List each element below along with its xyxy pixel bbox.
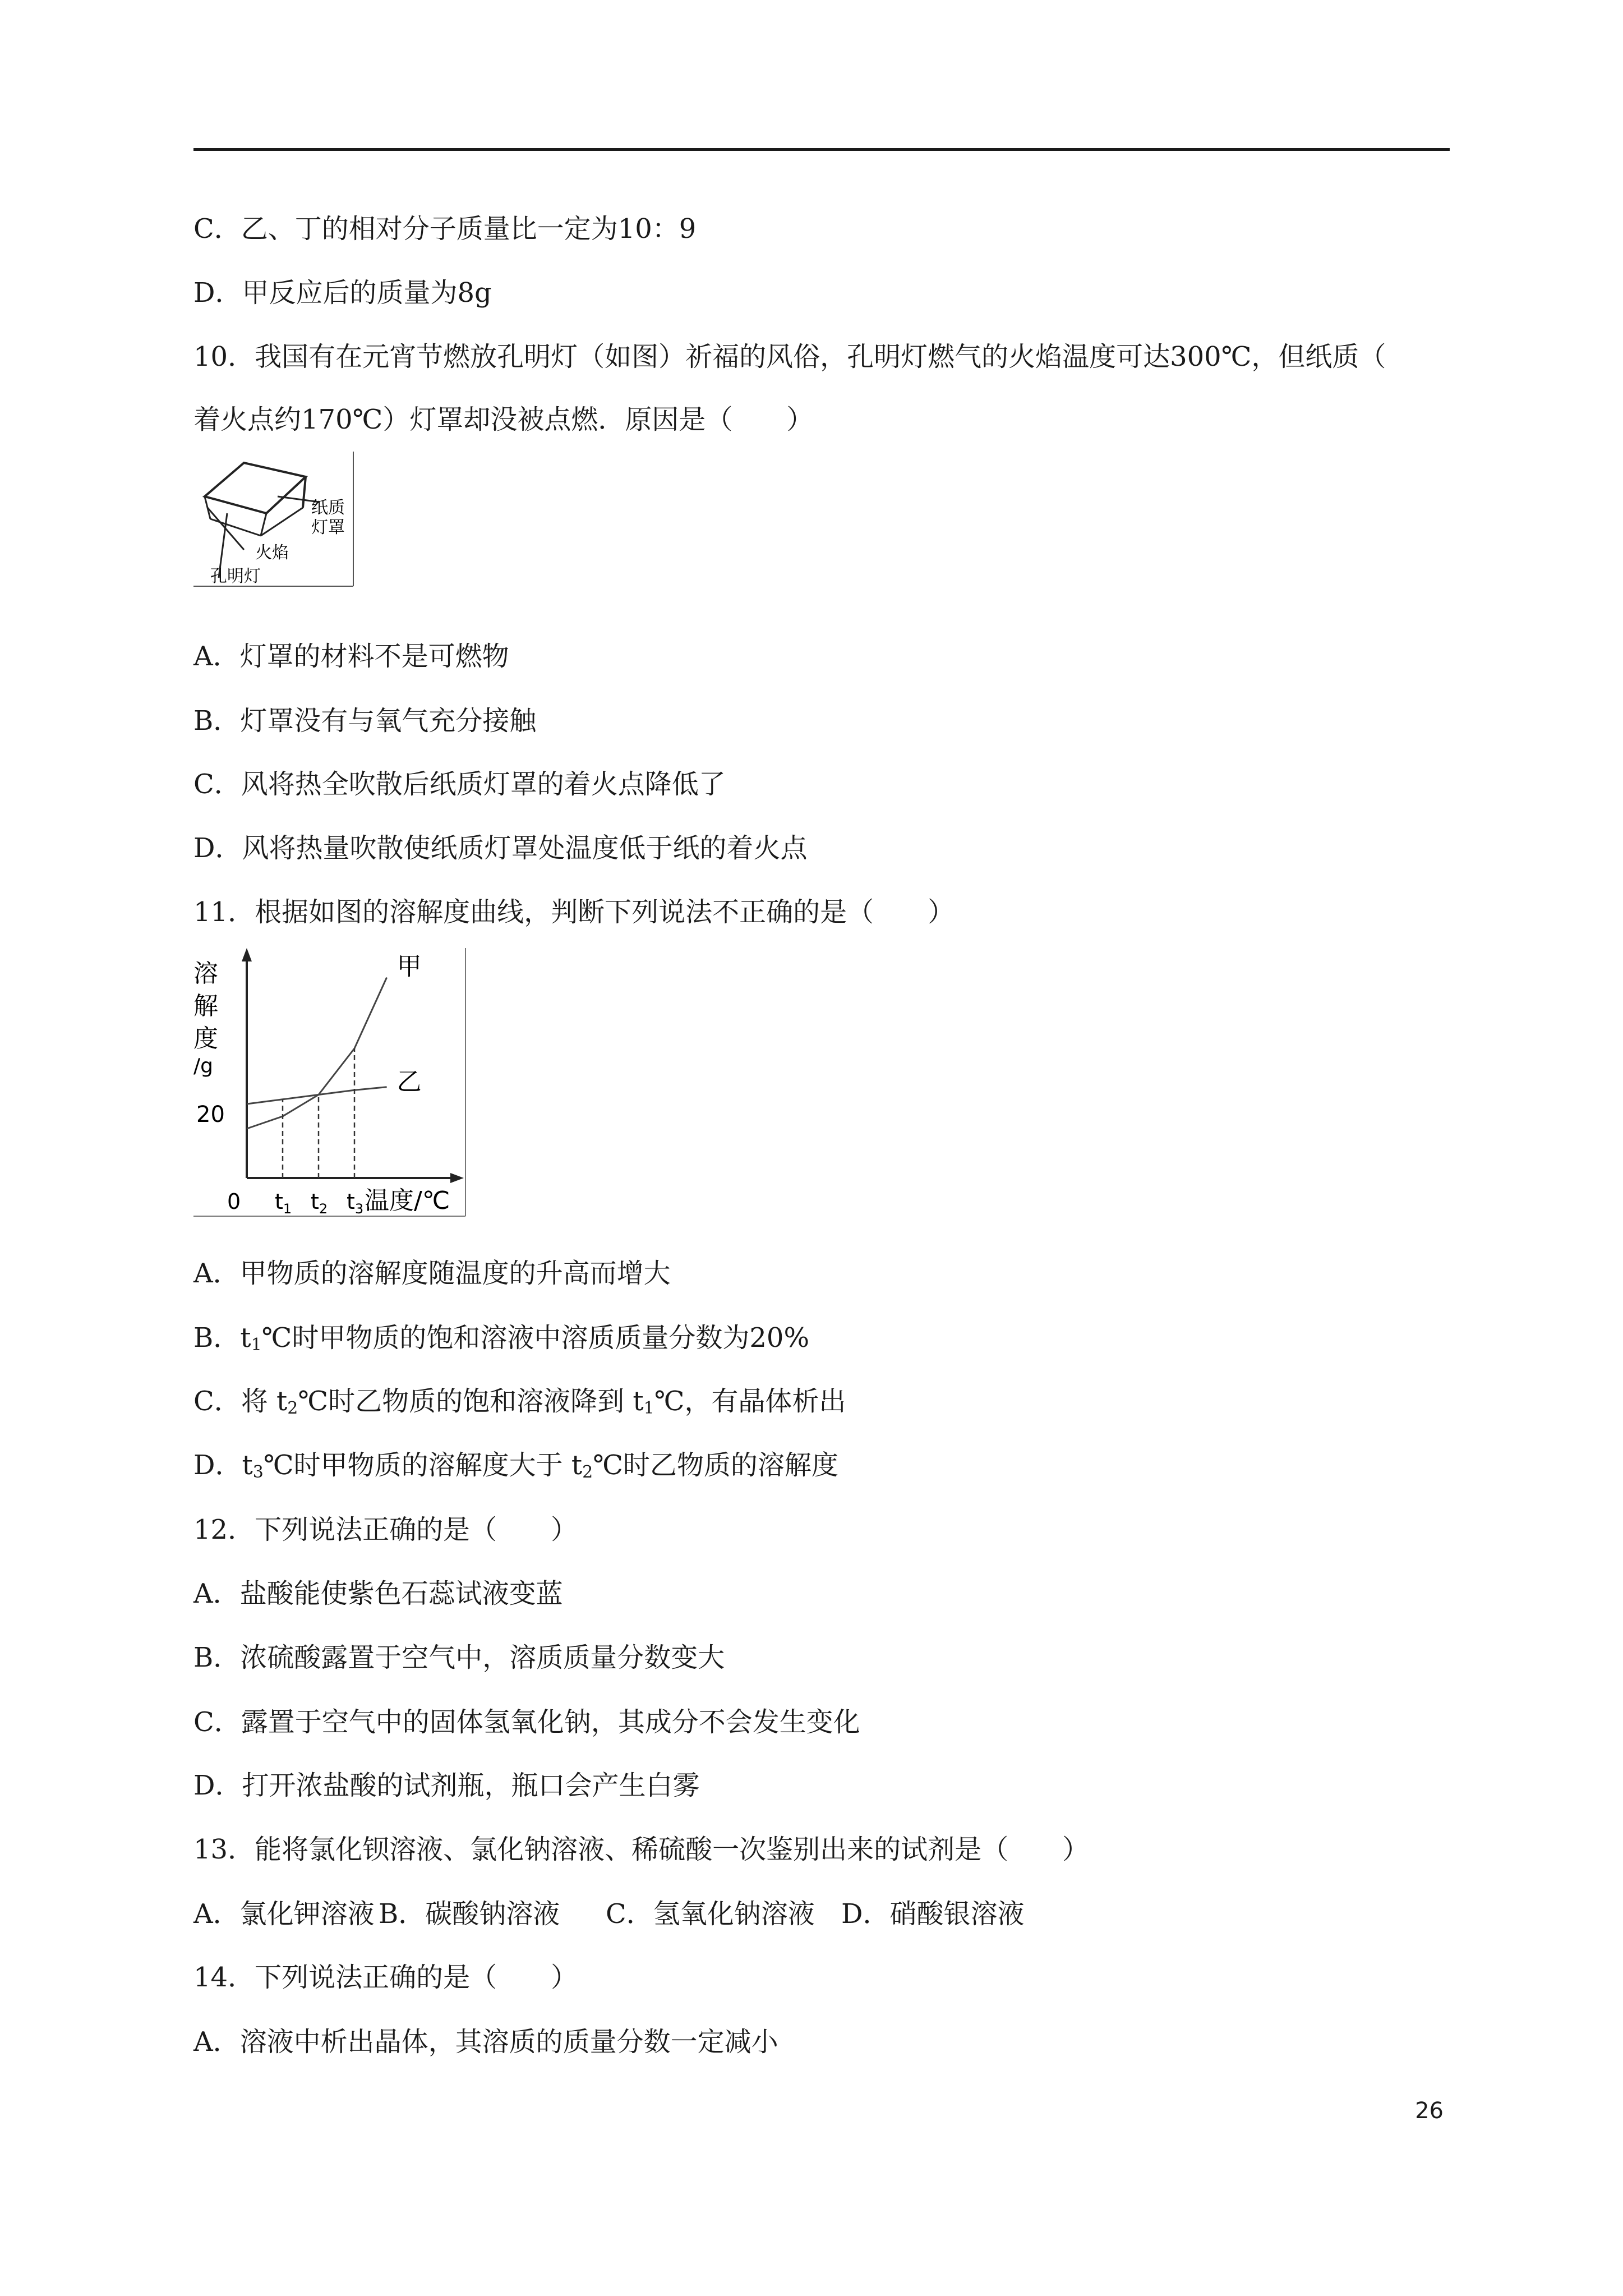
q11c-sub2: 1 bbox=[643, 1398, 654, 1418]
lantern-label-paper-1: 纸质 bbox=[311, 498, 345, 518]
q11d-mid: ℃时甲物质的溶解度大于 t bbox=[263, 1450, 583, 1481]
y-label-char-4: /g bbox=[193, 1055, 213, 1078]
q11-option-b bbox=[193, 1321, 809, 1362]
q11d-post: ℃时乙物质的溶解度 bbox=[593, 1450, 838, 1481]
q11b-pre: B．t bbox=[193, 1322, 251, 1354]
chart-marks bbox=[247, 953, 422, 1179]
lantern-label-lantern: 孔明灯 bbox=[210, 567, 261, 586]
series-line-2 bbox=[247, 1087, 387, 1104]
q13-option-c: C．氢氧化钠溶液 bbox=[606, 1898, 815, 1930]
q14-stem: 14．下列说法正确的是（ ） bbox=[193, 1962, 578, 1993]
q13-option-a: A．氯化钾溶液 bbox=[193, 1898, 375, 1930]
q9-option-d: D．甲反应后的质量为8g bbox=[193, 277, 492, 309]
q13-option-d: D．硝酸银溶液 bbox=[841, 1898, 1025, 1930]
y-axis-label bbox=[193, 959, 218, 1078]
q11c-post: ℃，有晶体析出 bbox=[654, 1386, 846, 1417]
axes bbox=[242, 948, 464, 1183]
q14-option-a: A．溶液中析出晶体，其溶质的质量分数一定减小 bbox=[193, 2026, 778, 2058]
header-rule bbox=[193, 148, 1450, 151]
lantern-figure bbox=[193, 452, 356, 589]
q13-option-b: B．碳酸钠溶液 bbox=[379, 1898, 560, 1930]
q12-stem: 12．下列说法正确的是（ ） bbox=[193, 1514, 578, 1545]
q10-option-c: C．风将热全吹散后纸质灯罩的着火点降低了 bbox=[193, 769, 726, 800]
q11-stem: 11．根据如图的溶解度曲线，判断下列说法不正确的是（ ） bbox=[193, 896, 955, 928]
q10-option-d: D．风将热量吹散使纸质灯罩处温度低于纸的着火点 bbox=[193, 832, 808, 864]
q12-option-c: C．露置于空气中的固体氢氧化钠，其成分不会发生变化 bbox=[193, 1706, 860, 1738]
q11d-pre: D．t bbox=[193, 1450, 253, 1481]
q11c-sub1: 2 bbox=[287, 1398, 298, 1418]
q10-option-a: A．灯罩的材料不是可燃物 bbox=[193, 641, 509, 672]
q13-options bbox=[193, 1897, 1025, 1931]
y-tick-20: 20 bbox=[196, 1102, 225, 1128]
origin-label: 0 bbox=[227, 1189, 241, 1214]
q11c-pre: C．将 t bbox=[193, 1386, 288, 1417]
x-axis-label: 温度/℃ bbox=[365, 1186, 450, 1215]
q11-option-c bbox=[193, 1384, 846, 1425]
y-label-char-1: 溶 bbox=[193, 959, 218, 988]
y-label-char-3: 度 bbox=[193, 1024, 218, 1053]
series-line-1 bbox=[247, 978, 387, 1129]
x-tick-label-t2: $t_2$ bbox=[311, 1189, 328, 1217]
x-ticks bbox=[275, 1189, 363, 1217]
y-label-char-2: 解 bbox=[193, 992, 218, 1020]
lantern-label-flame: 火焰 bbox=[255, 543, 289, 563]
q9-option-c: C．乙、丁的相对分子质量比一定为10：9 bbox=[193, 213, 697, 245]
q11d-sub2: 2 bbox=[582, 1462, 593, 1482]
x-axis-arrow bbox=[450, 1173, 464, 1183]
q10-stem-line2: 着火点约170℃）灯罩却没被点燃．原因是（ ） bbox=[193, 404, 814, 435]
x-tick-label-t1: $t_1$ bbox=[275, 1189, 292, 1217]
q12-option-d: D．打开浓盐酸的试剂瓶，瓶口会产生白雾 bbox=[193, 1770, 700, 1801]
q10-stem-line1: 10．我国有在元宵节燃放孔明灯（如图）祈福的风俗，孔明灯燃气的火焰温度可达300℃，但纸质（ bbox=[193, 341, 1386, 372]
q12-option-a: A．盐酸能使紫色石蕊试液变蓝 bbox=[193, 1578, 563, 1609]
q11-option-a: A．甲物质的溶解度随温度的升高而增大 bbox=[193, 1258, 671, 1289]
series-label-2: 乙 bbox=[396, 1067, 422, 1096]
q11c-mid: ℃时乙物质的饱和溶液降到 t bbox=[298, 1386, 644, 1417]
x-tick-label-t3: $t_3$ bbox=[347, 1189, 364, 1217]
solubility-chart bbox=[193, 948, 474, 1217]
lantern-label-paper-2: 灯罩 bbox=[311, 518, 345, 537]
series-label-1: 甲 bbox=[396, 952, 422, 981]
q12-option-b: B．浓硫酸露置于空气中，溶质质量分数变大 bbox=[193, 1642, 725, 1673]
q11d-sub1: 3 bbox=[252, 1462, 264, 1482]
y-axis-arrow bbox=[242, 948, 252, 961]
q13-stem: 13．能将氯化钡溶液、氯化钠溶液、稀硫酸一次鉴别出来的试剂是（ ） bbox=[193, 1834, 1090, 1865]
q11b-sub: 1 bbox=[251, 1335, 262, 1355]
q11b-post: ℃时甲物质的饱和溶液中溶质质量分数为20% bbox=[261, 1322, 810, 1354]
q11-option-d bbox=[193, 1448, 838, 1489]
page-number: 26 bbox=[1415, 2098, 1444, 2124]
q10-option-b: B．灯罩没有与氧气充分接触 bbox=[193, 705, 537, 737]
